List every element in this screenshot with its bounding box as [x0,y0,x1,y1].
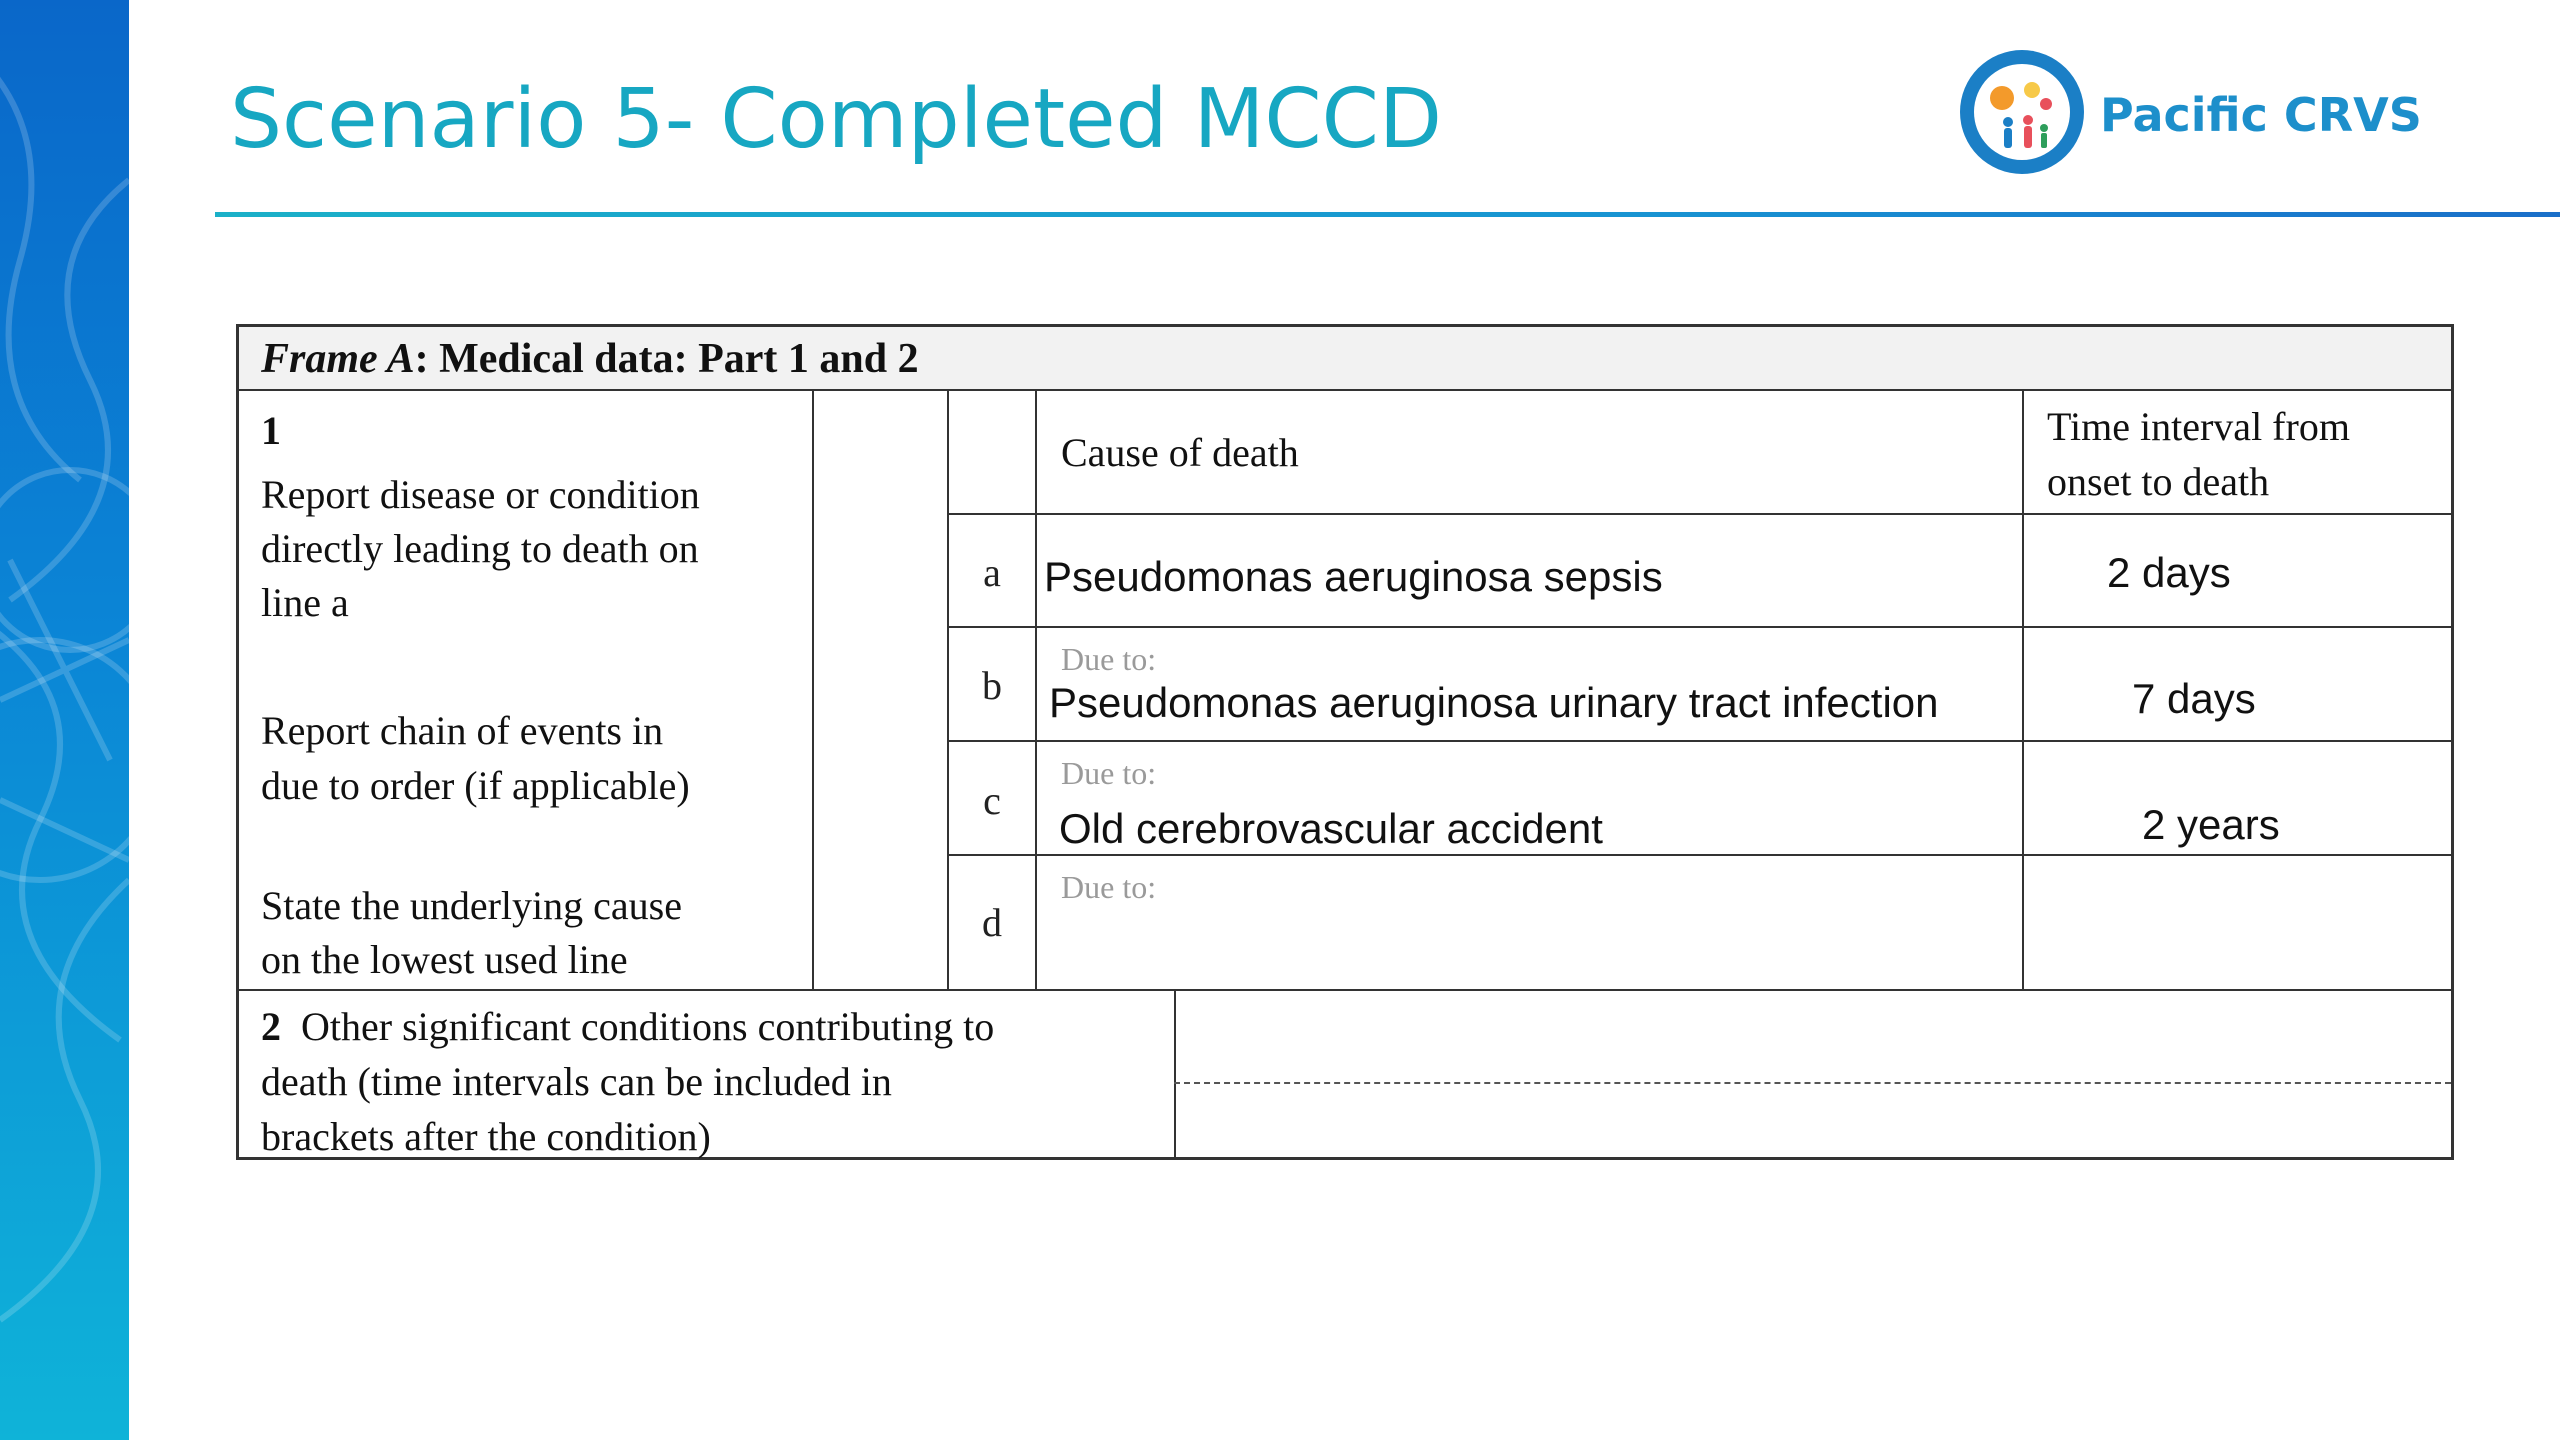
part2-line-1 [261,999,994,1055]
crvs-emblem-icon [1958,48,2086,176]
row-letter-a: a [983,550,1001,595]
cause-of-death-header: Cause of death [1061,430,1299,475]
interval-line-b[interactable]: 7 days [2132,675,2256,722]
instruction-underlying-1: State the underlying cause [261,883,682,928]
divider-interval-column [2022,391,2024,989]
row-letter-b: b [982,663,1002,708]
instruction-line-a-3: line a [261,580,349,625]
interval-line-a[interactable]: 2 days [2107,549,2231,596]
mccd-frame-a [236,324,2454,1160]
part2-dashed-line [1174,1082,2451,1084]
interval-header-1: Time interval from [2047,404,2350,449]
logo-text: Pacific CRVS [2100,88,2422,142]
row-divider-a [947,626,2451,628]
instruction-chain-2: due to order (if applicable) [261,763,690,808]
row-letter-d: d [982,900,1002,945]
part1-number: 1 [261,408,281,453]
row-divider-c [947,854,2451,856]
due-to-label-c: Due to: [1061,755,1157,791]
instruction-underlying-2: on the lowest used line [261,937,628,982]
frame-header-label: Frame A [261,336,415,382]
row-divider-b [947,740,2451,742]
instruction-line-a-1: Report disease or condition [261,472,700,517]
frame-header-title: : Medical data: Part 1 and 2 [414,336,919,382]
cause-line-a[interactable]: Pseudomonas aeruginosa sepsis [1044,553,1663,600]
due-to-label-d: Due to: [1061,869,1157,905]
due-to-label-b: Due to: [1061,641,1157,677]
instruction-line-a-2: directly leading to death on [261,526,699,571]
part-divider [239,989,2451,991]
divider-part2 [1174,989,1176,1157]
row-divider-header [947,513,2451,515]
divider-letter-column [1035,391,1037,989]
part2-number: 2 [261,1004,281,1049]
pacific-crvs-logo [1958,48,2422,182]
row-letter-c: c [983,778,1001,823]
part2-line-3: brackets after the condition) [261,1114,711,1159]
interval-line-c[interactable]: 2 years [2142,801,2280,848]
part2-line-2: death (time intervals can be included in [261,1059,892,1104]
divider-instructions [812,391,814,989]
part2-text-1: Other significant conditions contributing to [301,1004,995,1049]
decorative-pattern-icon [0,0,129,1440]
frame-header [239,327,2451,391]
slide-title: Scenario 5- Completed MCCD [230,72,1443,167]
side-decoration-band [0,0,129,1440]
cause-line-b[interactable]: Pseudomonas aeruginosa urinary tract infection [1049,679,1939,726]
cause-line-c[interactable]: Old cerebrovascular accident [1059,805,1603,852]
interval-header-2: onset to death [2047,459,2270,504]
instruction-chain-1: Report chain of events in [261,708,664,753]
title-divider [215,212,2560,217]
